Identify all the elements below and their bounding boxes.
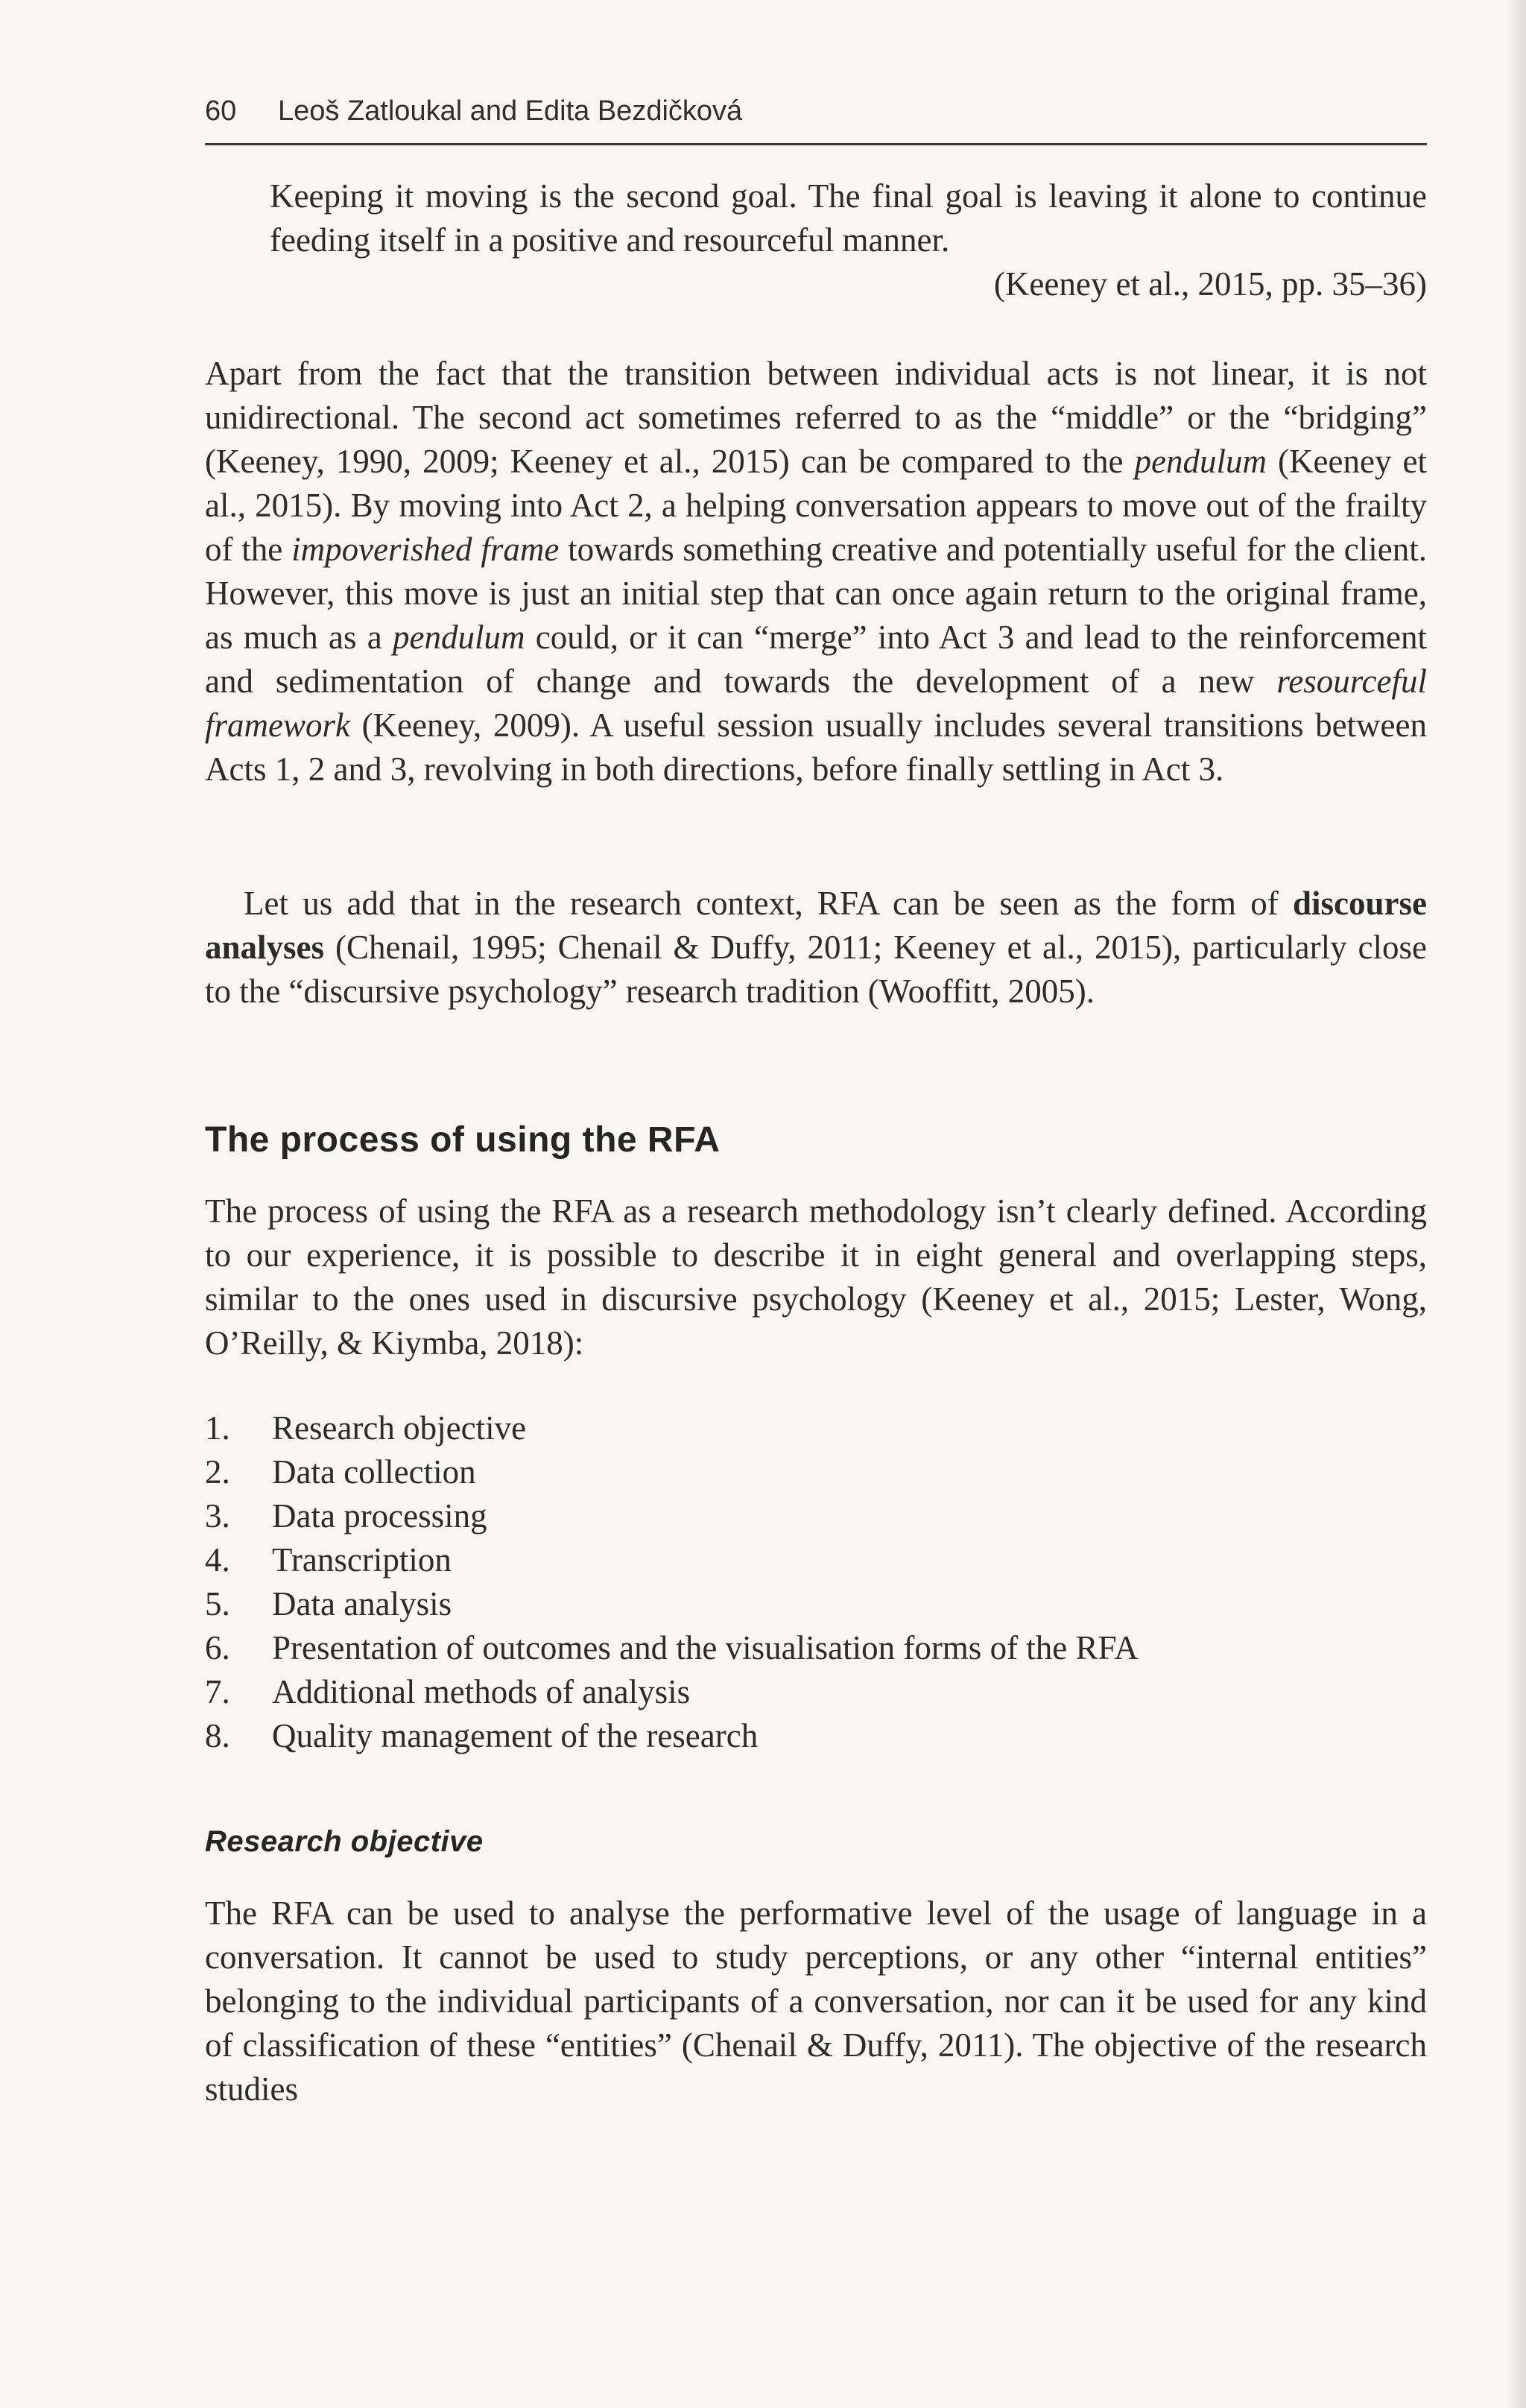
paragraph-acts-transition xyxy=(205,352,1427,791)
block-quote xyxy=(270,174,1427,306)
list-number: 6. xyxy=(205,1629,230,1666)
list-item xyxy=(205,1406,1427,1450)
list-label: Transcription xyxy=(272,1541,452,1579)
list-item xyxy=(205,1450,1427,1494)
list-label: Presentation of outcomes and the visualisation forms of the RFA xyxy=(272,1629,1139,1666)
list-number: 5. xyxy=(205,1585,230,1622)
paragraph-research-context xyxy=(205,882,1427,1014)
text-run: Apart from the fact that the transition between individual acts is not linear, it is not unidirectional. The second act sometimes referred to as the “middle” or the “bridging” (Keeney, 1990, 2009; Keeney et al., 2015) can be compared to the xyxy=(205,355,1427,480)
running-head-authors: Leoš Zatloukal and Edita Bezdičková xyxy=(278,95,743,127)
list-label: Additional methods of analysis xyxy=(272,1673,691,1710)
list-number: 7. xyxy=(205,1673,230,1710)
list-label: Data analysis xyxy=(272,1585,452,1622)
paragraph-research-objective xyxy=(205,1892,1427,2111)
list-label: Quality management of the research xyxy=(272,1717,759,1754)
emphasis-impoverished-frame: impoverished frame xyxy=(291,531,560,568)
header-rule xyxy=(205,143,1427,145)
list-label: Research objective xyxy=(272,1409,527,1447)
list-number: 1. xyxy=(205,1409,230,1447)
list-item xyxy=(205,1582,1427,1626)
list-item xyxy=(205,1538,1427,1582)
paragraph-body xyxy=(205,352,1427,791)
text-run: (Keeney et al., 2015). By moving into Act 2, a helping conversation appears to move out of the frailty of the xyxy=(205,443,1427,568)
paragraph-body xyxy=(205,882,1427,1014)
text-run: Let us add that in the research context, RFA can be seen as the form of xyxy=(244,885,1293,922)
bold-term-discourse-analyses: discourse analyses xyxy=(205,885,1427,966)
paragraph-body: The process of using the RFA as a research methodology isn’t clearly defined. According to our experience, it is possible to describe it in eight general and overlapping steps, similar to the ones used in discursive psychology (Keeney et al., 2015; Lester, Wong, O’Reilly, & Kiymba, 2018): xyxy=(205,1192,1427,1362)
paragraph-body: The RFA can be used to analyse the performative level of the usage of language in a conversation. It cannot be used to study perceptions, or any other “internal entities” belonging to the individual participants of a conversation, nor can it be used for any kind of classification of these “entities” (Chenail & Duffy, 2011). The objective of the research studies xyxy=(205,1895,1427,2108)
list-number: 8. xyxy=(205,1717,230,1754)
list-number: 3. xyxy=(205,1497,230,1535)
list-label: Data processing xyxy=(272,1497,487,1535)
steps-list xyxy=(205,1406,1427,1758)
list-item xyxy=(205,1494,1427,1538)
list-label: Data collection xyxy=(272,1453,476,1491)
list-item xyxy=(205,1714,1427,1758)
list-item xyxy=(205,1670,1427,1714)
list-number: 4. xyxy=(205,1541,230,1579)
section-heading: The process of using the RFA xyxy=(205,1120,721,1160)
subsection-heading: Research objective xyxy=(205,1825,484,1858)
page-number: 60 xyxy=(205,95,237,127)
list-item xyxy=(205,1626,1427,1670)
text-run: towards something creative and potentially useful for the client. However, this move is just an initial step that can once again return to the original frame, as much as a xyxy=(205,531,1427,656)
quote-text: Keeping it moving is the second goal. The final goal is leaving it alone to continue feeding itself in a positive and resourceful manner. xyxy=(270,177,1427,259)
emphasis-resourceful-framework: resourceful framework xyxy=(205,663,1427,744)
page-edge-shadow xyxy=(1507,0,1526,2408)
text-run: could, or it can “merge” into Act 3 and lead to the reinforcement and sedimentation of change and towards the development of a new xyxy=(205,619,1428,700)
quote-citation: (Keeney et al., 2015, pp. 35–36) xyxy=(993,265,1427,303)
paragraph-process-intro xyxy=(205,1189,1427,1365)
list-number: 2. xyxy=(205,1453,230,1491)
text-run: (Keeney, 2009). A useful session usually includes several transitions between Acts 1, 2 and 3, revolving in both directions, before finally settling in Act 3. xyxy=(205,707,1427,788)
emphasis-pendulum: pendulum xyxy=(393,619,525,656)
running-head xyxy=(205,88,1427,148)
emphasis-pendulum: pendulum xyxy=(1134,443,1267,480)
text-run: (Chenail, 1995; Chenail & Duffy, 2011; Keeney et al., 2015), particularly close to the “discursive psychology” research tradition (Wooffitt, 2005). xyxy=(205,929,1427,1010)
